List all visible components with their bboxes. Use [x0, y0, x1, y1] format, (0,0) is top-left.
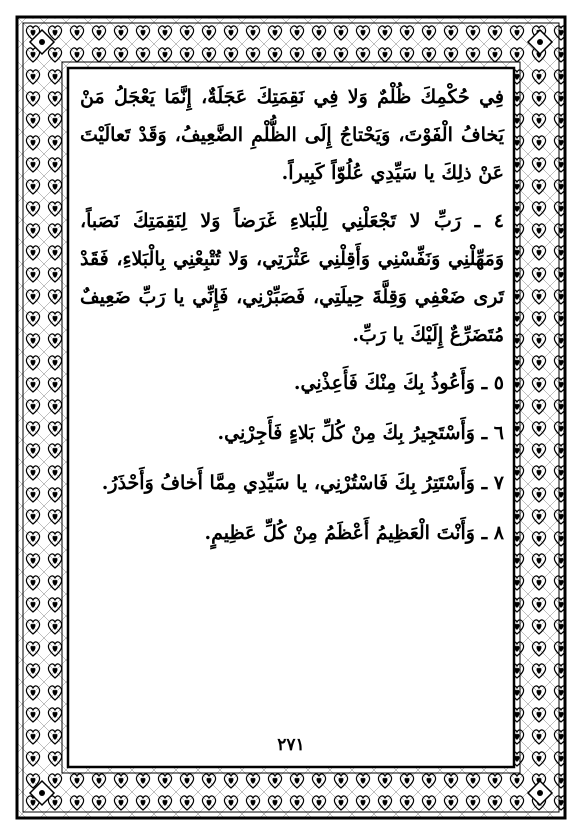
paragraph-continuation: فِي حُكْمِكَ ظُلْمٌ وَلا فِي نَقِمَتِكَ عَجَلَةٌ، إِنَّمَا يَعْجَلُ مَنْ يَخافُ الْفَوْتَ، وَيَحْتاجُ إِلَى الظُّلْمِ الضَّعِيفُ، وَقَدْ تَعالَيْتَ عَنْ ذلِكَ يا سَيِّدِي عُلُوّاً كَبِيراً.: [80, 86, 504, 184]
prayer-text: [80, 78, 504, 738]
paragraph-item-4: ٤ ـ رَبِّ لا تَجْعَلْنِي لِلْبَلاءِ غَرَضاً وَلا لِنَقِمَتِكَ نَصَباً، وَمَهِّلْنِي وَنَفِّسْنِي وَأَقِلْنِي عَثْرَتِي، وَلا تُتْبِعْنِي بِالْبَلاءِ، فَقَدْ تَرى ضَعْفِي وَقِلَّةَ حِيلَتِي، فَصَبِّرْنِي، فَإِنِّي يا رَبِّ ضَعِيفٌ مُتَضَرِّعٌ إِلَيْكَ يا رَبِّ.: [80, 210, 504, 346]
paragraph-item-6: ٦ ـ وَأَسْتَجِيرُ بِكَ مِنْ كُلِّ بَلاءٍ فَأَجِرْنِي.: [217, 422, 504, 444]
paragraph-item-5: ٥ ـ وَأَعُوذُ بِكَ مِنْكَ فَأَعِذْنِي.: [293, 372, 504, 394]
page-number: ٢٧١: [277, 735, 305, 755]
paragraph-item-7: ٧ ـ وَأَسْتَتِرُ بِكَ فَاسْتُرْنِي، يا سَيِّدِي مِمَّا أَخافُ وَأَحْذَرُ.: [101, 472, 504, 494]
paragraph-item-8: ٨ ـ وَأَنْتَ الْعَظِيمُ أَعْظَمُ مِنْ كُلِّ عَظِيمٍ.: [204, 522, 504, 544]
